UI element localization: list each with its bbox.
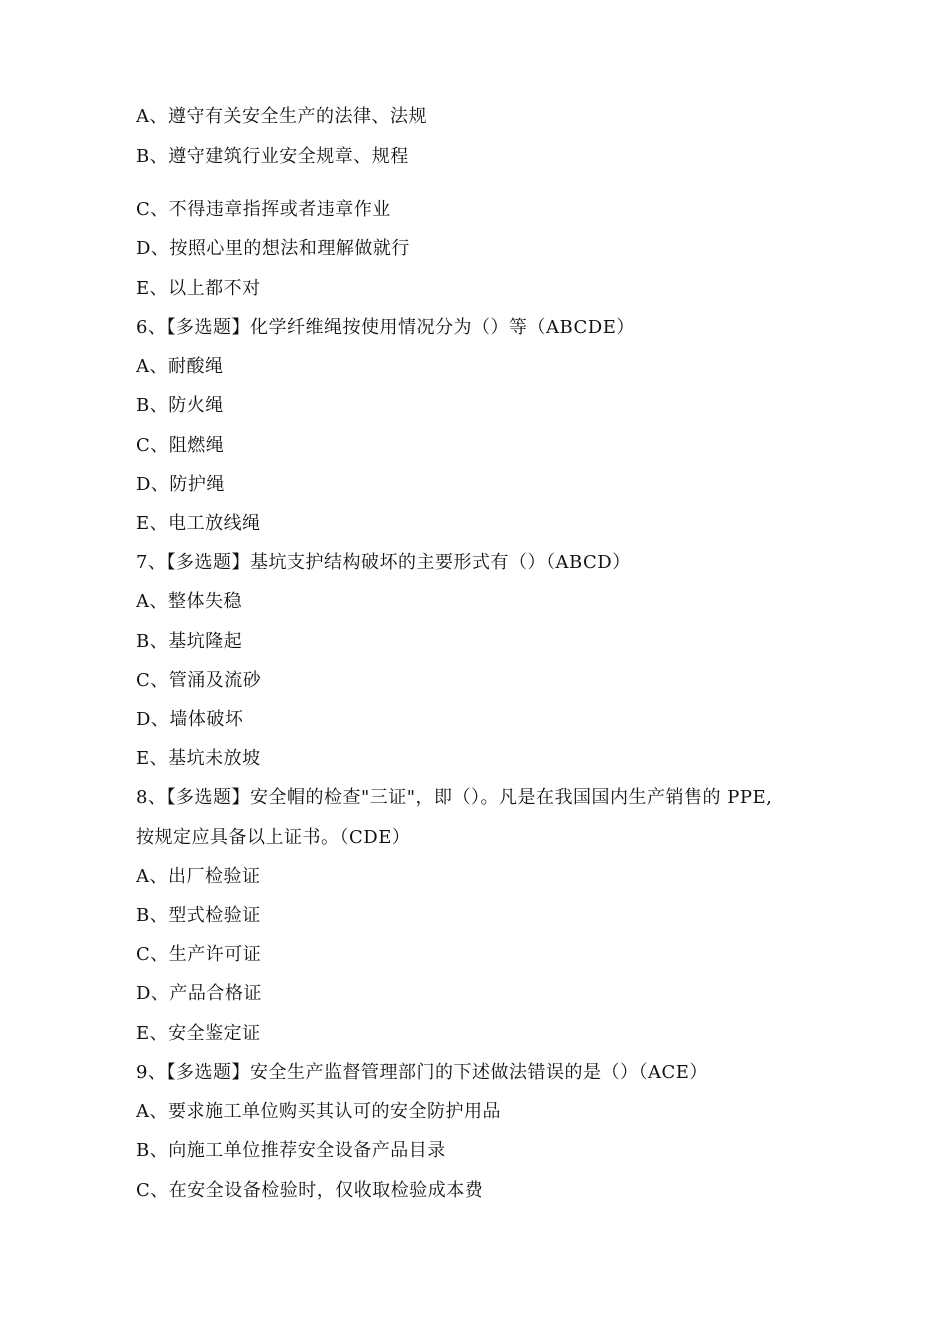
option-7c: C、管涌及流砂 [136,670,262,691]
option-8e: E、安全鉴定证 [136,1023,261,1044]
option-8b: B、型式检验证 [136,905,261,926]
question-6: 6、【多选题】化学纤维绳按使用情况分为（）等（ABCDE） [136,317,635,338]
question-8-continued: 按规定应具备以上证书。（CDE） [136,827,411,848]
option-6e: E、电工放线绳 [136,513,261,534]
option-6a: A、耐酸绳 [136,356,224,377]
option-5c: C、不得违章指挥或者违章作业 [136,199,391,220]
question-8: 8、【多选题】安全帽的检查"三证"，即（）。凡是在我国国内生产销售的 PPE, [136,787,773,808]
option-9b: B、向施工单位推荐安全设备产品目录 [136,1140,446,1161]
option-6d: D、防护绳 [136,474,225,495]
option-6b: B、防火绳 [136,395,224,416]
option-8c: C、生产许可证 [136,944,262,965]
option-7a: A、整体失稳 [136,591,242,612]
option-9a: A、要求施工单位购买其认可的安全防护用品 [136,1101,501,1122]
option-7b: B、基坑隆起 [136,631,243,652]
question-9: 9、【多选题】安全生产监督管理部门的下述做法错误的是（）（ACE） [136,1062,708,1083]
option-5d: D、按照心里的想法和理解做就行 [136,238,410,259]
option-8a: A、出厂检验证 [136,866,261,887]
option-9c: C、在安全设备检验时，仅收取检验成本费 [136,1180,484,1201]
question-7: 7、【多选题】基坑支护结构破坏的主要形式有（）（ABCD） [136,552,631,573]
option-5b: B、遵守建筑行业安全规章、规程 [136,146,409,167]
option-7e: E、基坑未放坡 [136,748,261,769]
option-7d: D、墙体破坏 [136,709,244,730]
option-6c: C、阻燃绳 [136,435,225,456]
option-5e: E、以上都不对 [136,278,261,299]
option-5a: A、遵守有关安全生产的法律、法规 [136,106,427,127]
option-8d: D、产品合格证 [136,983,262,1004]
